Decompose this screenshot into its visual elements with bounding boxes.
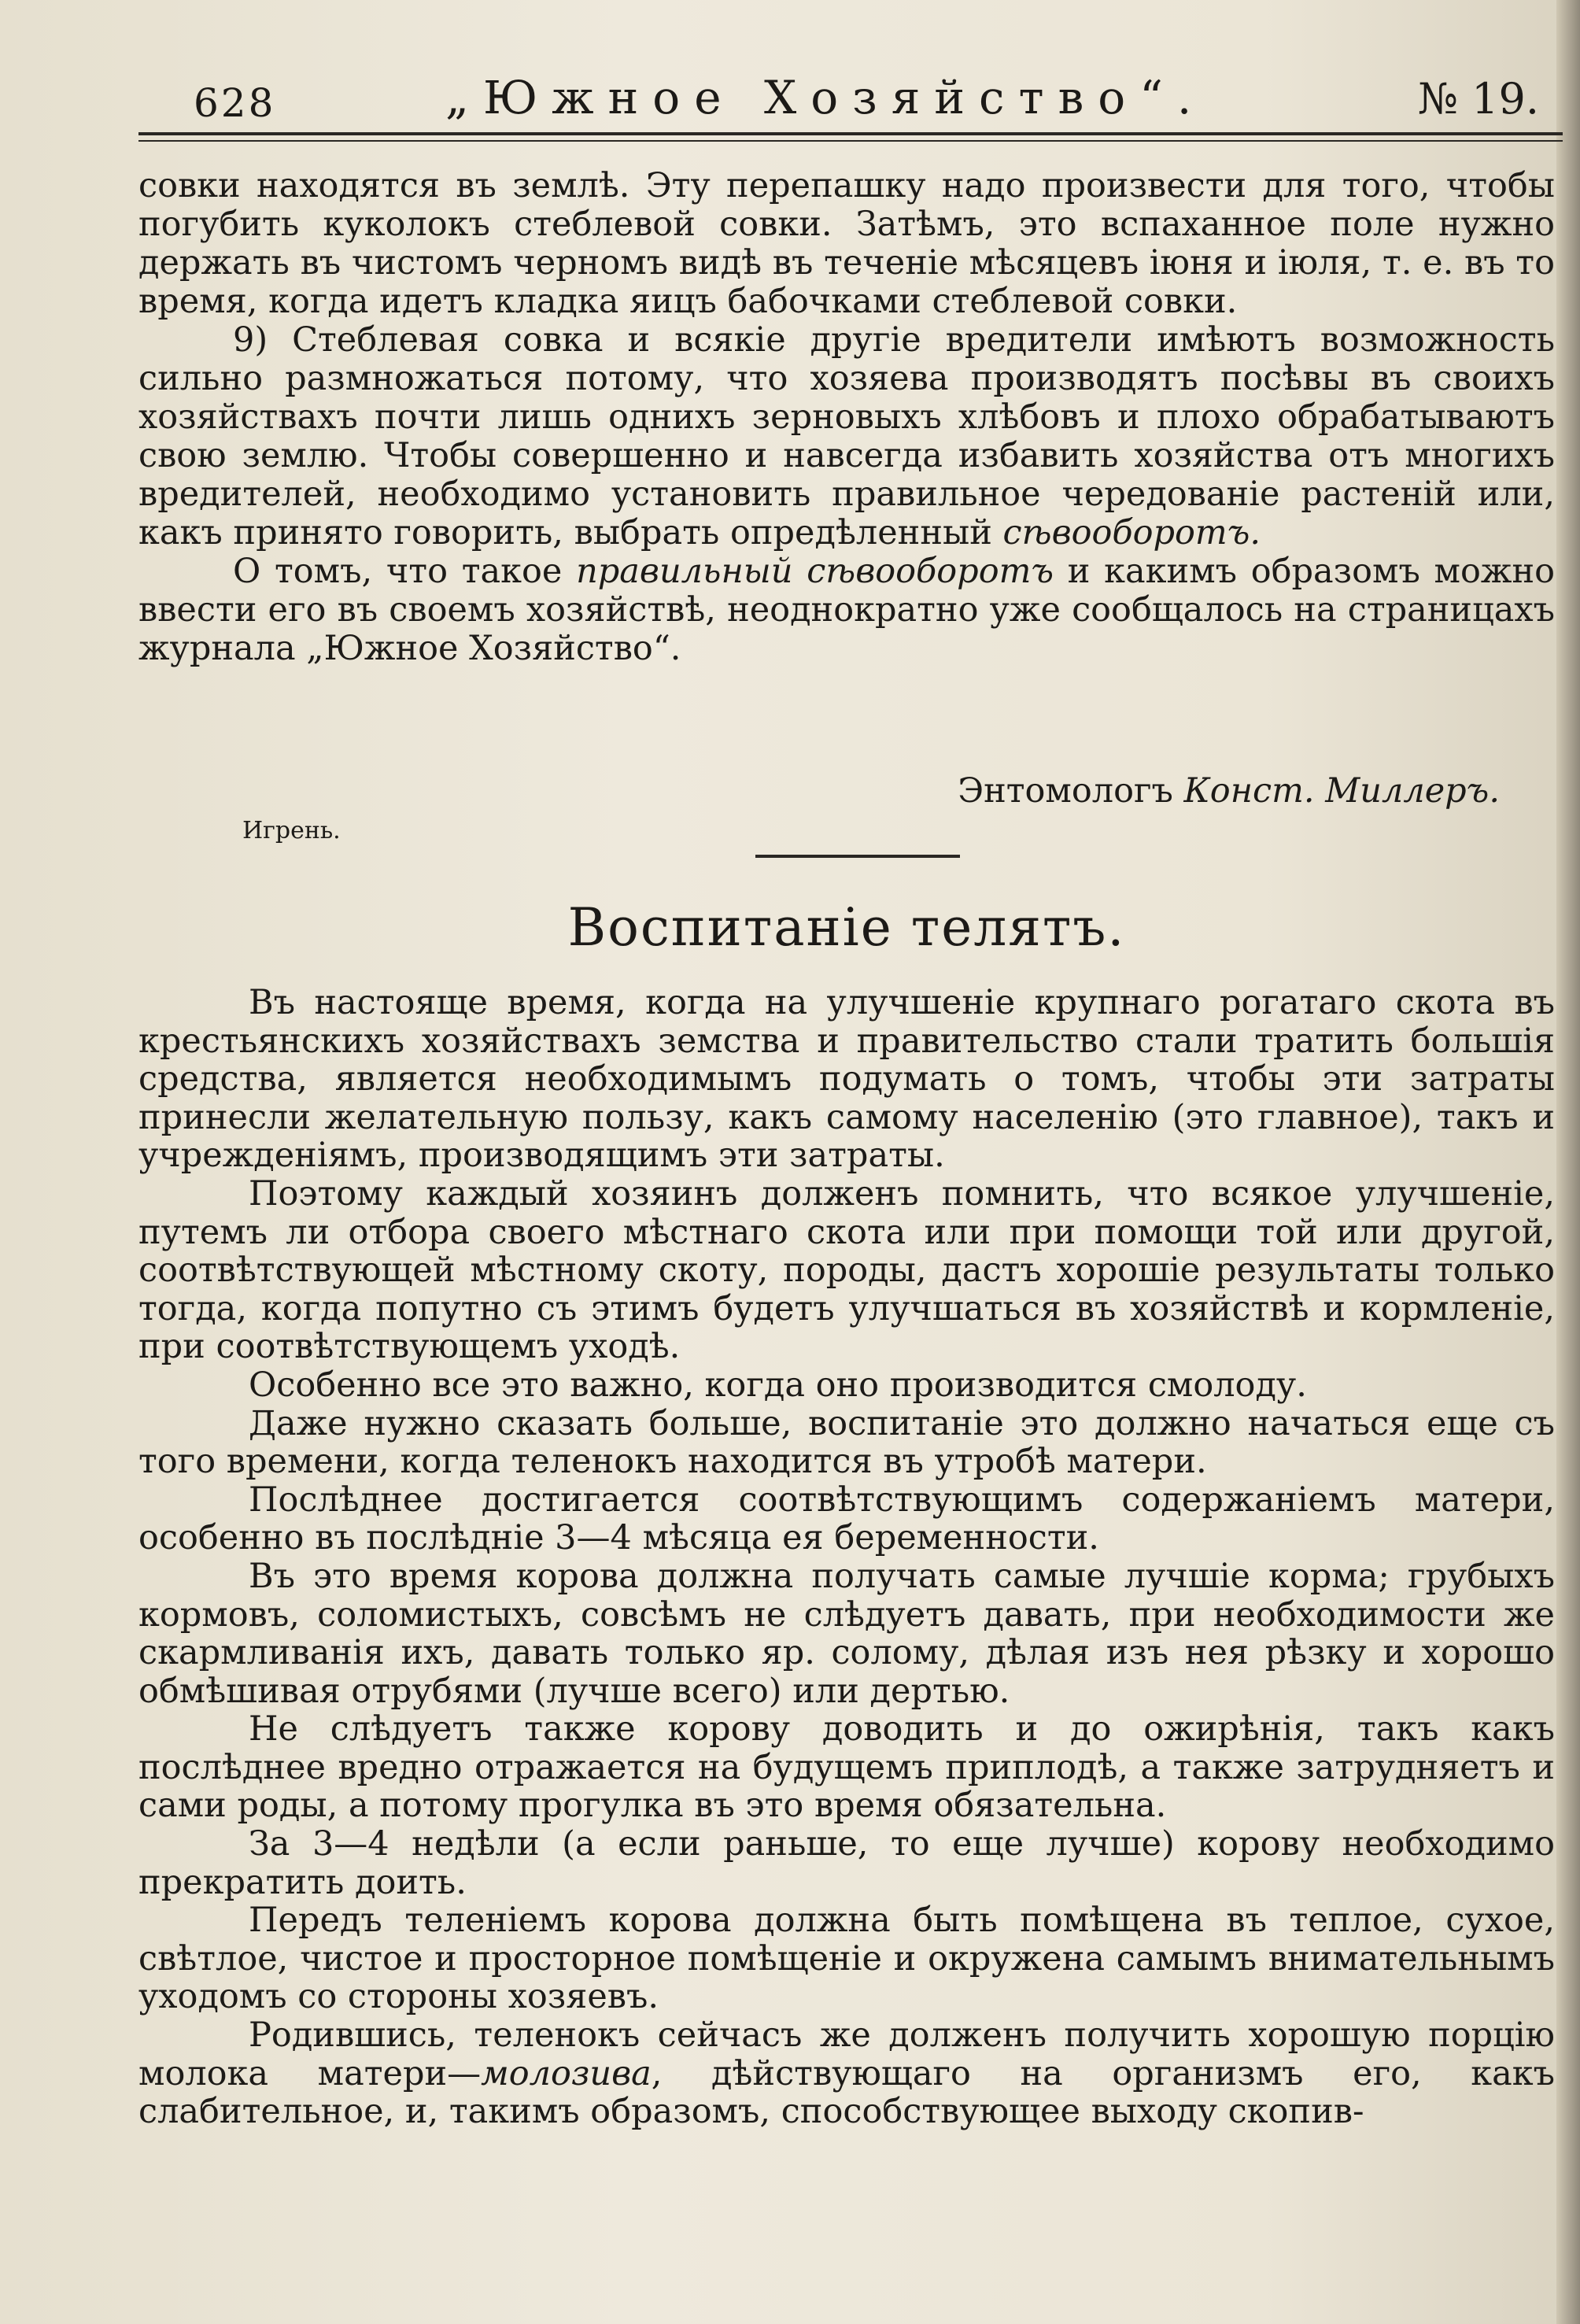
running-header (138, 71, 1547, 134)
paragraph: Въ настояще время, когда на улучшеніе крупнаго рогатаго скота въ крестьянскихъ хозяйствахъ земства и правительство стали тратить большія средства, является необходимымъ подумать о томъ, чтобы эти затраты принесли желательную пользу, какъ самому населенію (это главное), такъ и учрежденіямъ, производящимъ эти затраты. (138, 983, 1555, 1176)
article-title: Воспитаніе телятъ. (567, 897, 1126, 958)
paragraph: Послѣднее достигается соотвѣтствующимъ содержаніемъ матери, особенно въ послѣдніе 3—4 мѣсяца ея беременности. (138, 1480, 1555, 1558)
paragraph: 9) Стеблевая совка и всякіе другіе вредители имѣютъ возможность сильно размножаться потому, что хозяева производятъ посѣвы въ своихъ хозяйствахъ почти лишь однихъ зерновыхъ хлѣбовъ и плохо обрабатываютъ свою землю. Чтобы совершенно и навсегда избавить хозяйства отъ многихъ вредителей, необходимо установить правильное чередованіе растеній или, какъ принято говорить, выбрать опредѣленный сѣвооборотъ. (138, 320, 1555, 552)
journal-title: „Южное Хозяйство“. (445, 71, 1206, 124)
paragraph: Особенно все это важно, когда оно производится смолоду. (249, 1365, 1307, 1405)
article-body (138, 984, 1555, 2131)
paragraph: За 3—4 недѣли (а если раньше, то еще лучше) корову необходимо прекратить доить. (138, 1824, 1555, 1902)
italic-term: правильный сѣвооборотъ (576, 552, 1054, 591)
header-rule-thick (138, 132, 1563, 135)
paragraph: Въ это время корова должна получать самые лучшіе корма; грубыхъ кормовъ, соломистыхъ, совсѣмъ не слѣдуетъ давать, при необходимости же скармливанія ихъ, давать только яр. солому, дѣлая изъ нея рѣзку и хорошо обмѣшивая отрубями (лучше всего) или дертью. (138, 1556, 1555, 1711)
previous-article-ending (138, 167, 1555, 668)
paragraph: Родившись, теленокъ сейчасъ же долженъ получить хорошую порцію молока матери—молозива, дѣйствующаго на организмъ его, какъ слабительное, и, такимъ образомъ, способствующее выходу скопив- (138, 2015, 1555, 2132)
italic-term: молозива (481, 2053, 652, 2093)
author-signature (138, 771, 1500, 811)
paragraph: Передъ теленіемъ корова должна быть помѣщена въ теплое, сухое, свѣтлое, чистое и просторное помѣщеніе и окружена самымъ внимательнымъ уходомъ со стороны хозяевъ. (138, 1901, 1555, 2017)
book-spine-shadow (1556, 0, 1580, 2324)
section-divider (755, 855, 960, 858)
author-role: Энтомологъ (958, 771, 1173, 811)
paragraph: Даже нужно сказать больше, воспитаніе это должно начаться еще съ того времени, когда теленокъ находится въ утробѣ матери. (138, 1403, 1555, 1482)
issue-number: № 19. (1417, 74, 1539, 124)
author-name: Конст. Миллеръ. (1183, 771, 1500, 811)
header-rule-thin (138, 140, 1563, 142)
paragraph: О томъ, что такое правильный сѣвооборотъ и какимъ образомъ можно ввести его въ своемъ хозяйствѣ, неоднократно уже сообщалось на страницахъ журнала „Южное Хозяйство“. (138, 552, 1555, 668)
paragraph: Поэтому каждый хозяинъ долженъ помнить, что всякое улучшеніе, путемъ ли отбора своего мѣстнаго скота или при помощи той или другой, соотвѣтствующей мѣстному скоту, породы, дастъ хорошіе результаты только тогда, когда попутно съ этимъ будетъ улучшаться въ хозяйствѣ и кормленіе, при соотвѣтствующемъ уходѣ. (138, 1173, 1555, 1367)
page-number: 628 (194, 80, 276, 126)
italic-term: сѣвооборотъ. (1002, 513, 1261, 552)
paragraph: Не слѣдуетъ также корову доводить и до ожирѣнія, такъ какъ послѣднее вредно отражается на будущемъ приплодѣ, а также затрудняетъ и сами роды, а потому прогулка въ это время обязательна. (138, 1709, 1555, 1826)
paragraph: совки находятся въ землѣ. Эту перепашку надо произвести для того, чтобы погубить куколокъ стеблевой совки. Затѣмъ, это вспаханное поле нужно держать въ чистомъ черномъ видѣ въ теченіе мѣсяцевъ іюня и іюля, т. е. въ то время, когда идетъ кладка яицъ бабочками стеблевой совки. (138, 166, 1555, 321)
place-name: Игрень. (242, 817, 341, 844)
